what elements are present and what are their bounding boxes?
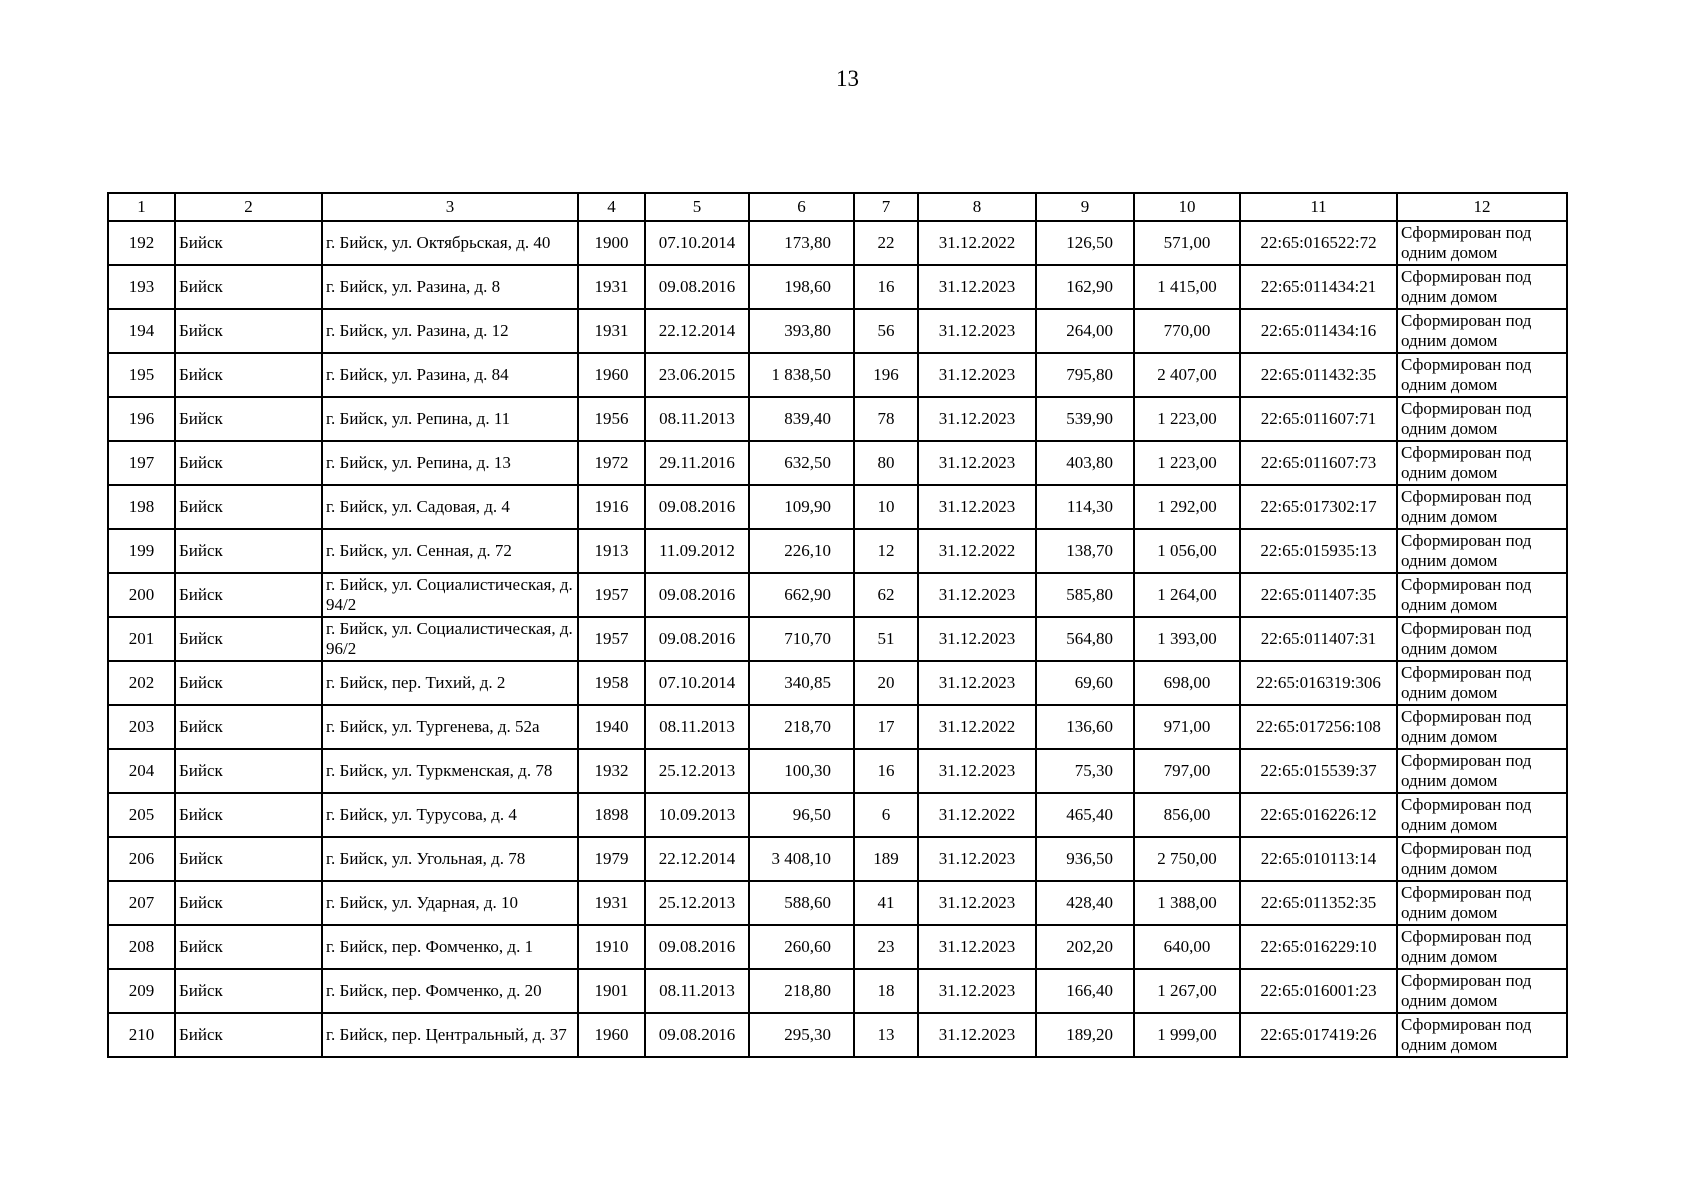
address-cell: г. Бийск, ул. Разина, д. 8 xyxy=(322,265,578,309)
cadastral-number-cell: 22:65:011434:21 xyxy=(1240,265,1397,309)
cadastral-number-cell: 22:65:016226:12 xyxy=(1240,793,1397,837)
count-cell: 80 xyxy=(854,441,918,485)
row-number-cell: 203 xyxy=(108,705,175,749)
area-cell: 393,80 xyxy=(749,309,854,353)
land-area-cell: 1 264,00 xyxy=(1134,573,1240,617)
area-cell: 218,70 xyxy=(749,705,854,749)
table-row xyxy=(108,661,1567,705)
year-cell: 1900 xyxy=(578,221,645,265)
deadline-cell: 31.12.2023 xyxy=(918,353,1036,397)
column-number-cell: 4 xyxy=(578,193,645,221)
count-cell: 10 xyxy=(854,485,918,529)
address-cell: г. Бийск, ул. Октябрьская, д. 40 xyxy=(322,221,578,265)
municipality-cell: Бийск xyxy=(175,221,322,265)
municipality-cell: Бийск xyxy=(175,705,322,749)
cadastral-number-cell: 22:65:011352:35 xyxy=(1240,881,1397,925)
address-cell: г. Бийск, ул. Социалистическая, д. 94/2 xyxy=(322,573,578,617)
date-cell: 07.10.2014 xyxy=(645,221,749,265)
row-number-cell: 202 xyxy=(108,661,175,705)
year-cell: 1957 xyxy=(578,573,645,617)
area-cell: 1 838,50 xyxy=(749,353,854,397)
date-cell: 08.11.2013 xyxy=(645,397,749,441)
deadline-cell: 31.12.2022 xyxy=(918,793,1036,837)
count-cell: 56 xyxy=(854,309,918,353)
area-cell: 710,70 xyxy=(749,617,854,661)
land-area-cell: 1 292,00 xyxy=(1134,485,1240,529)
count-cell: 22 xyxy=(854,221,918,265)
cadastral-number-cell: 22:65:015539:37 xyxy=(1240,749,1397,793)
cadastral-number-cell: 22:65:016001:23 xyxy=(1240,969,1397,1013)
deadline-cell: 31.12.2023 xyxy=(918,573,1036,617)
area-cell: 662,90 xyxy=(749,573,854,617)
note-cell: Сформирован под одним домом xyxy=(1397,221,1567,265)
land-area-cell: 856,00 xyxy=(1134,793,1240,837)
date-cell: 09.08.2016 xyxy=(645,1013,749,1057)
note-cell: Сформирован под одним домом xyxy=(1397,485,1567,529)
note-cell: Сформирован под одним домом xyxy=(1397,617,1567,661)
area-cell: 295,30 xyxy=(749,1013,854,1057)
note-cell: Сформирован под одним домом xyxy=(1397,441,1567,485)
year-cell: 1931 xyxy=(578,265,645,309)
year-cell: 1972 xyxy=(578,441,645,485)
table-row xyxy=(108,397,1567,441)
cadastral-number-cell: 22:65:011432:35 xyxy=(1240,353,1397,397)
land-area-cell: 571,00 xyxy=(1134,221,1240,265)
note-cell: Сформирован под одним домом xyxy=(1397,969,1567,1013)
table-row xyxy=(108,881,1567,925)
row-number-cell: 201 xyxy=(108,617,175,661)
date-cell: 25.12.2013 xyxy=(645,881,749,925)
table-row xyxy=(108,309,1567,353)
area-cell: 166,40 xyxy=(1036,969,1134,1013)
table-row xyxy=(108,265,1567,309)
land-area-cell: 640,00 xyxy=(1134,925,1240,969)
address-cell: г. Бийск, пер. Фомченко, д. 1 xyxy=(322,925,578,969)
column-number-cell: 3 xyxy=(322,193,578,221)
area-cell: 202,20 xyxy=(1036,925,1134,969)
row-number-cell: 205 xyxy=(108,793,175,837)
year-cell: 1960 xyxy=(578,353,645,397)
deadline-cell: 31.12.2023 xyxy=(918,749,1036,793)
area-cell: 162,90 xyxy=(1036,265,1134,309)
land-area-cell: 1 999,00 xyxy=(1134,1013,1240,1057)
year-cell: 1957 xyxy=(578,617,645,661)
deadline-cell: 31.12.2023 xyxy=(918,837,1036,881)
year-cell: 1940 xyxy=(578,705,645,749)
row-number-cell: 192 xyxy=(108,221,175,265)
count-cell: 196 xyxy=(854,353,918,397)
area-cell: 588,60 xyxy=(749,881,854,925)
date-cell: 07.10.2014 xyxy=(645,661,749,705)
area-cell: 632,50 xyxy=(749,441,854,485)
row-number-cell: 197 xyxy=(108,441,175,485)
column-number-cell: 12 xyxy=(1397,193,1567,221)
land-area-cell: 2 407,00 xyxy=(1134,353,1240,397)
cadastral-number-cell: 22:65:010113:14 xyxy=(1240,837,1397,881)
row-number-cell: 210 xyxy=(108,1013,175,1057)
deadline-cell: 31.12.2023 xyxy=(918,1013,1036,1057)
area-cell: 114,30 xyxy=(1036,485,1134,529)
area-cell: 173,80 xyxy=(749,221,854,265)
note-cell: Сформирован под одним домом xyxy=(1397,265,1567,309)
count-cell: 62 xyxy=(854,573,918,617)
area-cell: 126,50 xyxy=(1036,221,1134,265)
area-cell: 136,60 xyxy=(1036,705,1134,749)
area-cell: 75,30 xyxy=(1036,749,1134,793)
row-number-cell: 196 xyxy=(108,397,175,441)
land-area-cell: 1 415,00 xyxy=(1134,265,1240,309)
deadline-cell: 31.12.2022 xyxy=(918,705,1036,749)
area-cell: 539,90 xyxy=(1036,397,1134,441)
column-number-cell: 5 xyxy=(645,193,749,221)
row-number-cell: 198 xyxy=(108,485,175,529)
land-area-cell: 1 223,00 xyxy=(1134,441,1240,485)
area-cell: 189,20 xyxy=(1036,1013,1134,1057)
table-row xyxy=(108,485,1567,529)
cadastral-number-cell: 22:65:011407:35 xyxy=(1240,573,1397,617)
deadline-cell: 31.12.2023 xyxy=(918,925,1036,969)
row-number-cell: 194 xyxy=(108,309,175,353)
address-cell: г. Бийск, ул. Разина, д. 12 xyxy=(322,309,578,353)
count-cell: 12 xyxy=(854,529,918,573)
note-cell: Сформирован под одним домом xyxy=(1397,837,1567,881)
table-row xyxy=(108,837,1567,881)
count-cell: 41 xyxy=(854,881,918,925)
row-number-cell: 195 xyxy=(108,353,175,397)
table-row xyxy=(108,1013,1567,1057)
land-area-cell: 1 223,00 xyxy=(1134,397,1240,441)
cadastral-number-cell: 22:65:017419:26 xyxy=(1240,1013,1397,1057)
date-cell: 29.11.2016 xyxy=(645,441,749,485)
row-number-cell: 199 xyxy=(108,529,175,573)
note-cell: Сформирован под одним домом xyxy=(1397,397,1567,441)
land-area-cell: 1 267,00 xyxy=(1134,969,1240,1013)
row-number-cell: 209 xyxy=(108,969,175,1013)
municipality-cell: Бийск xyxy=(175,881,322,925)
cadastral-number-cell: 22:65:016522:72 xyxy=(1240,221,1397,265)
land-area-cell: 698,00 xyxy=(1134,661,1240,705)
table-row xyxy=(108,353,1567,397)
row-number-cell: 206 xyxy=(108,837,175,881)
year-cell: 1956 xyxy=(578,397,645,441)
area-cell: 564,80 xyxy=(1036,617,1134,661)
deadline-cell: 31.12.2022 xyxy=(918,529,1036,573)
note-cell: Сформирован под одним домом xyxy=(1397,925,1567,969)
year-cell: 1898 xyxy=(578,793,645,837)
column-number-cell: 11 xyxy=(1240,193,1397,221)
land-area-cell: 2 750,00 xyxy=(1134,837,1240,881)
deadline-cell: 31.12.2023 xyxy=(918,397,1036,441)
deadline-cell: 31.12.2023 xyxy=(918,969,1036,1013)
deadline-cell: 31.12.2023 xyxy=(918,265,1036,309)
deadline-cell: 31.12.2023 xyxy=(918,617,1036,661)
address-cell: г. Бийск, ул. Репина, д. 13 xyxy=(322,441,578,485)
municipality-cell: Бийск xyxy=(175,925,322,969)
row-number-cell: 207 xyxy=(108,881,175,925)
year-cell: 1979 xyxy=(578,837,645,881)
table-row xyxy=(108,221,1567,265)
address-cell: г. Бийск, пер. Центральный, д. 37 xyxy=(322,1013,578,1057)
cadastral-number-cell: 22:65:017256:108 xyxy=(1240,705,1397,749)
date-cell: 22.12.2014 xyxy=(645,837,749,881)
year-cell: 1910 xyxy=(578,925,645,969)
land-area-cell: 1 388,00 xyxy=(1134,881,1240,925)
area-cell: 138,70 xyxy=(1036,529,1134,573)
area-cell: 100,30 xyxy=(749,749,854,793)
cadastral-number-cell: 22:65:015935:13 xyxy=(1240,529,1397,573)
year-cell: 1901 xyxy=(578,969,645,1013)
address-cell: г. Бийск, ул. Сенная, д. 72 xyxy=(322,529,578,573)
address-cell: г. Бийск, ул. Угольная, д. 78 xyxy=(322,837,578,881)
deadline-cell: 31.12.2023 xyxy=(918,661,1036,705)
year-cell: 1960 xyxy=(578,1013,645,1057)
deadline-cell: 31.12.2023 xyxy=(918,441,1036,485)
table-body xyxy=(108,193,1567,1057)
count-cell: 18 xyxy=(854,969,918,1013)
area-cell: 340,85 xyxy=(749,661,854,705)
date-cell: 09.08.2016 xyxy=(645,485,749,529)
table-row xyxy=(108,441,1567,485)
deadline-cell: 31.12.2023 xyxy=(918,881,1036,925)
area-cell: 428,40 xyxy=(1036,881,1134,925)
municipality-cell: Бийск xyxy=(175,617,322,661)
address-cell: г. Бийск, пер. Фомченко, д. 20 xyxy=(322,969,578,1013)
row-number-cell: 200 xyxy=(108,573,175,617)
note-cell: Сформирован под одним домом xyxy=(1397,793,1567,837)
cadastral-number-cell: 22:65:011407:31 xyxy=(1240,617,1397,661)
table-row xyxy=(108,617,1567,661)
column-number-cell: 2 xyxy=(175,193,322,221)
column-number-cell: 1 xyxy=(108,193,175,221)
column-number-row xyxy=(108,193,1567,221)
municipality-cell: Бийск xyxy=(175,265,322,309)
municipality-cell: Бийск xyxy=(175,661,322,705)
deadline-cell: 31.12.2022 xyxy=(918,221,1036,265)
municipality-cell: Бийск xyxy=(175,969,322,1013)
municipality-cell: Бийск xyxy=(175,573,322,617)
area-cell: 109,90 xyxy=(749,485,854,529)
count-cell: 20 xyxy=(854,661,918,705)
table-row xyxy=(108,705,1567,749)
table-row xyxy=(108,573,1567,617)
land-area-cell: 1 056,00 xyxy=(1134,529,1240,573)
table-row xyxy=(108,529,1567,573)
cadastral-number-cell: 22:65:016319:306 xyxy=(1240,661,1397,705)
row-number-cell: 193 xyxy=(108,265,175,309)
land-area-cell: 971,00 xyxy=(1134,705,1240,749)
year-cell: 1931 xyxy=(578,881,645,925)
cadastral-number-cell: 22:65:011434:16 xyxy=(1240,309,1397,353)
area-cell: 936,50 xyxy=(1036,837,1134,881)
address-cell: г. Бийск, ул. Социалистическая, д. 96/2 xyxy=(322,617,578,661)
count-cell: 23 xyxy=(854,925,918,969)
cadastral-number-cell: 22:65:017302:17 xyxy=(1240,485,1397,529)
date-cell: 25.12.2013 xyxy=(645,749,749,793)
year-cell: 1931 xyxy=(578,309,645,353)
area-cell: 3 408,10 xyxy=(749,837,854,881)
note-cell: Сформирован под одним домом xyxy=(1397,1013,1567,1057)
address-cell: г. Бийск, ул. Туркменская, д. 78 xyxy=(322,749,578,793)
municipality-cell: Бийск xyxy=(175,749,322,793)
area-cell: 198,60 xyxy=(749,265,854,309)
area-cell: 403,80 xyxy=(1036,441,1134,485)
date-cell: 08.11.2013 xyxy=(645,705,749,749)
municipality-cell: Бийск xyxy=(175,309,322,353)
column-number-cell: 9 xyxy=(1036,193,1134,221)
area-cell: 795,80 xyxy=(1036,353,1134,397)
area-cell: 218,80 xyxy=(749,969,854,1013)
date-cell: 09.08.2016 xyxy=(645,617,749,661)
municipality-cell: Бийск xyxy=(175,441,322,485)
area-cell: 226,10 xyxy=(749,529,854,573)
table-row xyxy=(108,793,1567,837)
row-number-cell: 208 xyxy=(108,925,175,969)
address-cell: г. Бийск, ул. Ударная, д. 10 xyxy=(322,881,578,925)
note-cell: Сформирован под одним домом xyxy=(1397,881,1567,925)
area-cell: 585,80 xyxy=(1036,573,1134,617)
cadastral-number-cell: 22:65:016229:10 xyxy=(1240,925,1397,969)
note-cell: Сформирован под одним домом xyxy=(1397,353,1567,397)
year-cell: 1916 xyxy=(578,485,645,529)
note-cell: Сформирован под одним домом xyxy=(1397,309,1567,353)
municipality-cell: Бийск xyxy=(175,353,322,397)
note-cell: Сформирован под одним домом xyxy=(1397,749,1567,793)
municipality-cell: Бийск xyxy=(175,485,322,529)
cadastral-number-cell: 22:65:011607:73 xyxy=(1240,441,1397,485)
deadline-cell: 31.12.2023 xyxy=(918,309,1036,353)
municipality-cell: Бийск xyxy=(175,1013,322,1057)
date-cell: 08.11.2013 xyxy=(645,969,749,1013)
date-cell: 09.08.2016 xyxy=(645,925,749,969)
count-cell: 78 xyxy=(854,397,918,441)
year-cell: 1913 xyxy=(578,529,645,573)
municipality-cell: Бийск xyxy=(175,837,322,881)
count-cell: 13 xyxy=(854,1013,918,1057)
date-cell: 22.12.2014 xyxy=(645,309,749,353)
address-cell: г. Бийск, пер. Тихий, д. 2 xyxy=(322,661,578,705)
area-cell: 465,40 xyxy=(1036,793,1134,837)
note-cell: Сформирован под одним домом xyxy=(1397,573,1567,617)
count-cell: 17 xyxy=(854,705,918,749)
municipality-cell: Бийск xyxy=(175,397,322,441)
table-row xyxy=(108,969,1567,1013)
area-cell: 264,00 xyxy=(1036,309,1134,353)
date-cell: 09.08.2016 xyxy=(645,265,749,309)
address-cell: г. Бийск, ул. Турусова, д. 4 xyxy=(322,793,578,837)
page-number: 13 xyxy=(836,66,859,91)
row-number-cell: 204 xyxy=(108,749,175,793)
land-area-cell: 797,00 xyxy=(1134,749,1240,793)
count-cell: 16 xyxy=(854,265,918,309)
count-cell: 16 xyxy=(854,749,918,793)
count-cell: 51 xyxy=(854,617,918,661)
date-cell: 09.08.2016 xyxy=(645,573,749,617)
municipality-cell: Бийск xyxy=(175,793,322,837)
cadastral-number-cell: 22:65:011607:71 xyxy=(1240,397,1397,441)
deadline-cell: 31.12.2023 xyxy=(918,485,1036,529)
address-cell: г. Бийск, ул. Репина, д. 11 xyxy=(322,397,578,441)
area-cell: 96,50 xyxy=(749,793,854,837)
housing-registry-table xyxy=(107,192,1568,1058)
area-cell: 69,60 xyxy=(1036,661,1134,705)
area-cell: 839,40 xyxy=(749,397,854,441)
count-cell: 189 xyxy=(854,837,918,881)
address-cell: г. Бийск, ул. Разина, д. 84 xyxy=(322,353,578,397)
land-area-cell: 1 393,00 xyxy=(1134,617,1240,661)
count-cell: 6 xyxy=(854,793,918,837)
column-number-cell: 8 xyxy=(918,193,1036,221)
column-number-cell: 10 xyxy=(1134,193,1240,221)
table-row xyxy=(108,925,1567,969)
municipality-cell: Бийск xyxy=(175,529,322,573)
date-cell: 11.09.2012 xyxy=(645,529,749,573)
address-cell: г. Бийск, ул. Тургенева, д. 52а xyxy=(322,705,578,749)
column-number-cell: 7 xyxy=(854,193,918,221)
area-cell: 260,60 xyxy=(749,925,854,969)
note-cell: Сформирован под одним домом xyxy=(1397,705,1567,749)
year-cell: 1958 xyxy=(578,661,645,705)
note-cell: Сформирован под одним домом xyxy=(1397,529,1567,573)
table-row xyxy=(108,749,1567,793)
column-number-cell: 6 xyxy=(749,193,854,221)
address-cell: г. Бийск, ул. Садовая, д. 4 xyxy=(322,485,578,529)
date-cell: 23.06.2015 xyxy=(645,353,749,397)
note-cell: Сформирован под одним домом xyxy=(1397,661,1567,705)
land-area-cell: 770,00 xyxy=(1134,309,1240,353)
date-cell: 10.09.2013 xyxy=(645,793,749,837)
year-cell: 1932 xyxy=(578,749,645,793)
